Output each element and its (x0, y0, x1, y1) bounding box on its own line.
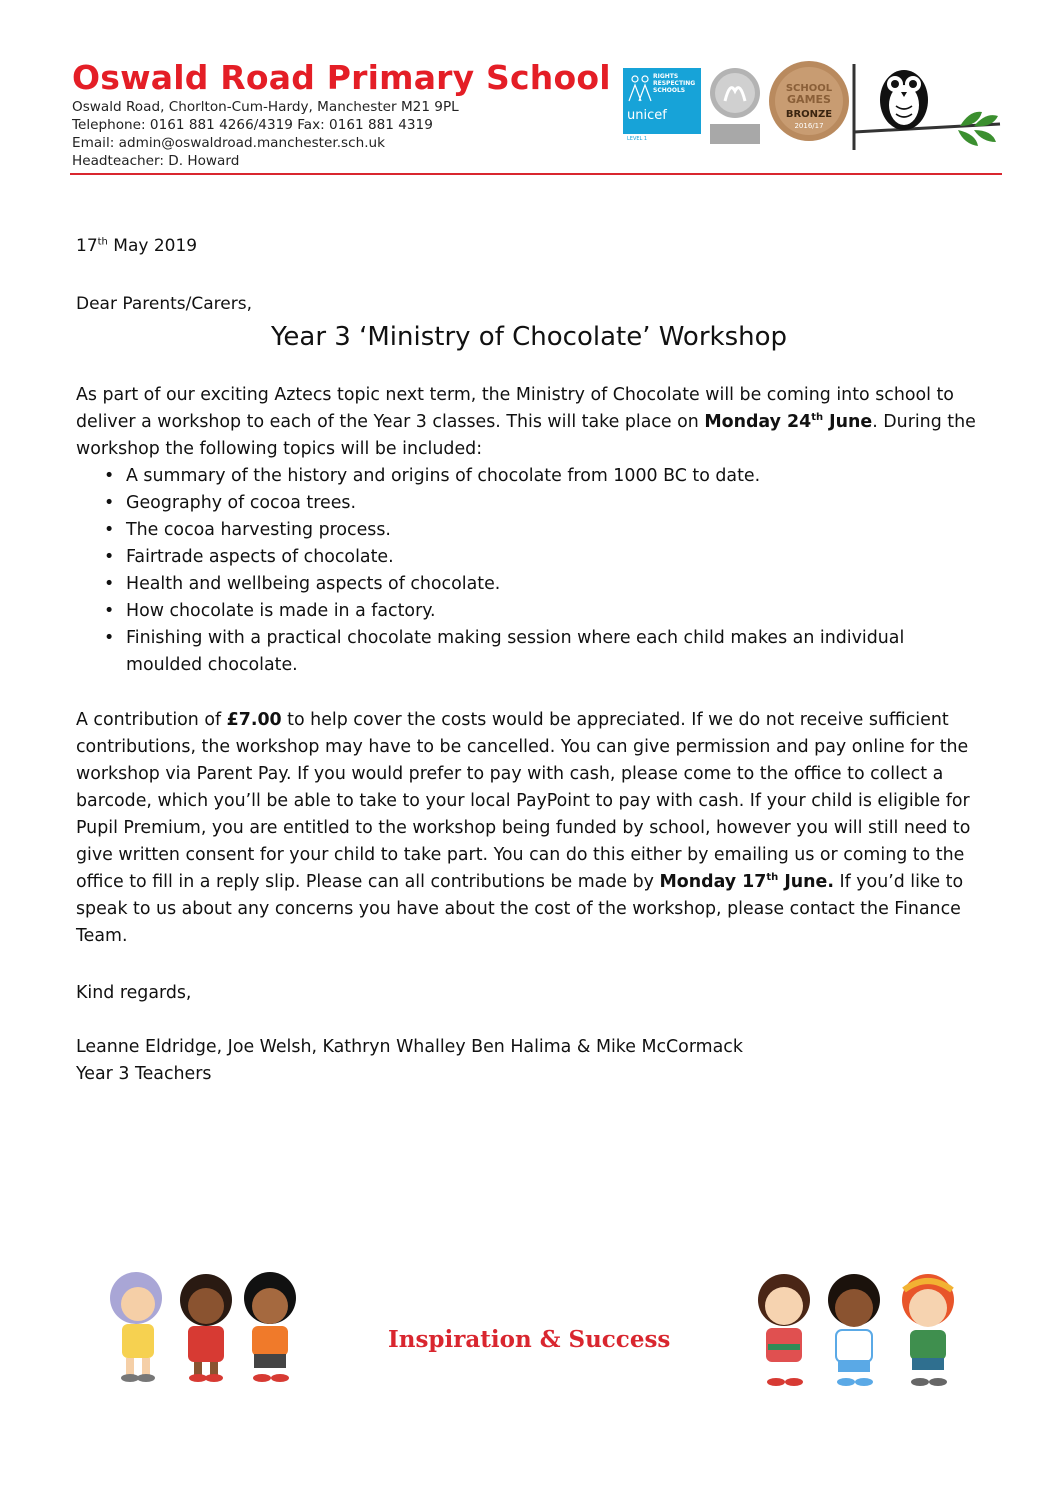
cost-text-3: If you’d like to speak to us about any concerns you have about the cost of the workshop, please contact the Finance Team. (76, 872, 964, 946)
intro-text-2: . During the workshop the following topics will be included: (76, 412, 976, 459)
list-item: • Health and wellbeing aspects of chocolate. (76, 571, 988, 598)
school-games-year: 2016/17 (794, 122, 824, 130)
list-item: • The cocoa harvesting process. (76, 517, 988, 544)
school-phone: Telephone: 0161 881 4266/4319 Fax: 0161 881 4319 (72, 117, 433, 133)
school-games-top: SCHOOL (785, 83, 833, 94)
children-illustration-right-icon (748, 1268, 964, 1394)
list-item: • A summary of the history and origins of chocolate from 1000 BC to date. (76, 463, 988, 490)
header-divider (70, 173, 1002, 175)
school-email: Email: admin@oswaldroad.manchester.sch.uk (72, 135, 386, 151)
silver-mark-badge (708, 66, 762, 146)
school-address: Oswald Road, Chorlton-Cum-Hardy, Manchester M21 9PL (72, 99, 459, 115)
school-games-award: BRONZE (785, 109, 833, 120)
children-illustration-left-icon (98, 1268, 310, 1388)
school-games-bronze-badge (768, 58, 850, 144)
unicef-label: unicef (627, 108, 667, 123)
school-name: Oswald Road Primary School (72, 58, 611, 97)
owl-logo-icon (850, 60, 1010, 154)
letter-title: Year 3 ‘Ministry of Chocolate’ Workshop (270, 322, 788, 352)
date-rest: May 2019 (107, 236, 198, 256)
date-suffix: th (97, 236, 108, 248)
sign-off: Kind regards, (76, 983, 192, 1003)
children-icon (625, 71, 655, 107)
list-item: • Finishing with a practical chocolate making session where each child makes an individual moulded chocolate. (76, 625, 988, 679)
cost-paragraph (76, 707, 988, 950)
headteacher-line: Headteacher: D. Howard (72, 153, 240, 169)
cost-amount: £7.00 (226, 710, 282, 730)
intro-paragraph (76, 382, 988, 463)
rights-respecting-badge (623, 68, 701, 142)
signatory-role: Year 3 Teachers (76, 1064, 212, 1084)
payment-deadline: Monday 17th June. (659, 872, 834, 892)
intro-text-1: As part of our exciting Aztecs topic next term, the Ministry of Chocolate will be coming into school to deliver a workshop to each of the Year 3 classes. This will take place on (76, 385, 954, 432)
list-item: • Fairtrade aspects of chocolate. (76, 544, 988, 571)
cost-text-1: A contribution of (76, 710, 227, 730)
letter-date (76, 236, 197, 256)
workshop-date: Monday 24th June (704, 412, 873, 432)
topic-list (76, 463, 988, 679)
school-slogan: Inspiration & Success (388, 1326, 671, 1353)
school-games-mid: GAMES (787, 93, 831, 106)
date-day: 17 (76, 236, 98, 256)
rights-respecting-label: RIGHTS RESPECTING SCHOOLS (653, 73, 696, 94)
cost-text-2: to help cover the costs would be appreciated. If we do not receive sufficient contributions, the workshop may have to be cancelled. You can give permission and pay online for the workshop via Parent Pay. If you would prefer to pay with cash, please come to the office to collect a barcode, which you’ll be able to take to your local PayPoint to pay with cash. If your child is eligible for Pupil Premium, you are entitled to the workshop being funded by school, however you will still need to give written consent for your child to take part. You can do this either by emailing us or coming to the office to fill in a reply slip. Please can all contributions be made by (76, 710, 971, 892)
list-item: • Geography of cocoa trees. (76, 490, 988, 517)
level-label: LEVEL 1 (627, 136, 648, 142)
signatories: Leanne Eldridge, Joe Welsh, Kathryn Whalley Ben Halima & Mike McCormack (76, 1037, 743, 1057)
salutation: Dear Parents/Carers, (76, 294, 252, 314)
list-item: • How chocolate is made in a factory. (76, 598, 988, 625)
